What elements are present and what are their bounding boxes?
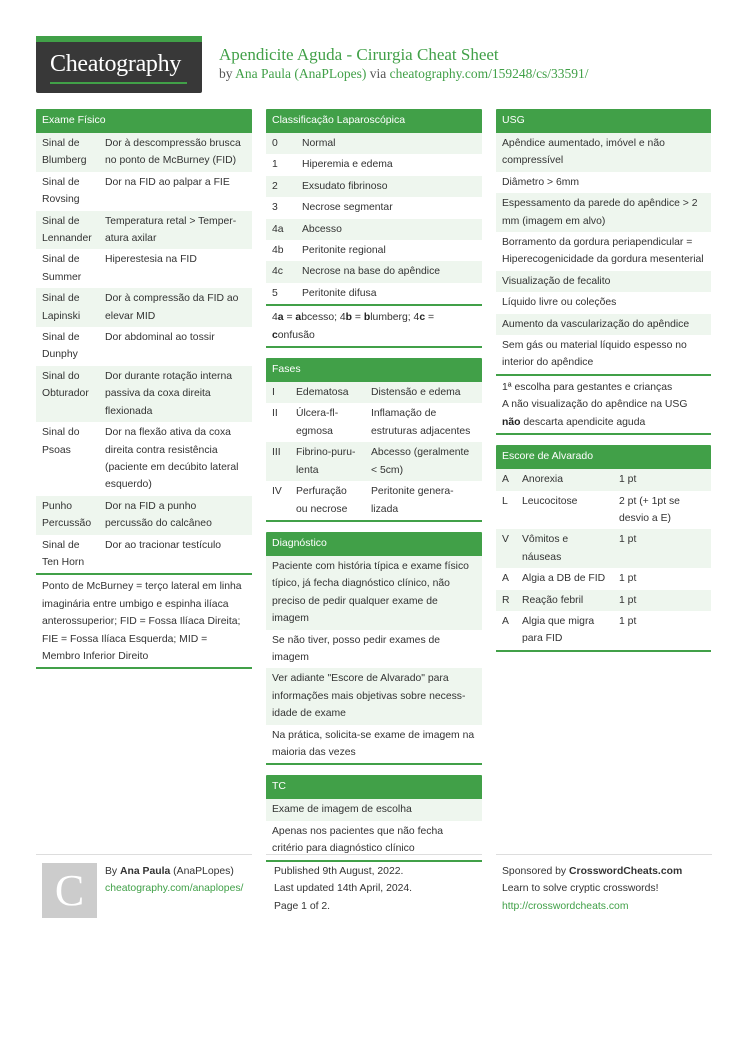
note-part: = xyxy=(283,312,296,324)
column-2 xyxy=(266,109,482,872)
footer-author-line xyxy=(105,863,252,880)
table-row xyxy=(36,211,252,250)
alvarado-item: Reação febril xyxy=(516,590,613,611)
sponsor-tagline: Learn to solve cryptic crosswords! xyxy=(502,883,659,895)
sign-desc: Temperatura retal > Temperatura axilar xyxy=(99,211,252,250)
list-item: Sem gás ou material líquido espesso no interior do apêndice xyxy=(496,335,711,374)
table-row xyxy=(496,491,711,530)
table-row xyxy=(266,403,482,442)
grade: 4b xyxy=(266,240,296,261)
sign-desc: Hiperestesia na FID xyxy=(99,249,252,288)
phase-name: Edematosa xyxy=(290,382,365,403)
logo-underline xyxy=(50,82,187,84)
section-title: Escore de Alvarado xyxy=(496,445,711,469)
alvarado-points: 1 pt xyxy=(613,590,711,611)
byline-by: by xyxy=(219,66,233,81)
footer-author-name: Ana Paula xyxy=(120,866,171,877)
sign-name: Sinal de Dunphy xyxy=(36,327,99,366)
grade-desc: Hiperemia e edema xyxy=(296,154,482,175)
sign-name: Sinal de Lapinski xyxy=(36,288,99,327)
footer-dates xyxy=(266,854,482,924)
usg-note-rest: descarta apendicite aguda xyxy=(520,416,646,428)
table-row xyxy=(266,382,482,403)
table-row xyxy=(266,240,482,261)
list-item: Ver adiante "Escore de Alvarado" para informações mais objetivas sobre necessidade de exame xyxy=(266,668,482,724)
phase-name: Perfuração ou necrose xyxy=(290,481,365,520)
alvarado-letter: V xyxy=(496,529,516,568)
sign-name: Sinal de Rovsing xyxy=(36,172,99,211)
sign-desc: Dor na flexão ativa da coxa direita contra resistência (paciente em decúbito lateral esquerdo) xyxy=(99,422,252,496)
table-row xyxy=(266,442,482,481)
list-item: Na prática, solicita-se exame de imagem na maioria das vezes xyxy=(266,725,482,764)
sponsor-prefix: Sponsored by xyxy=(502,866,567,877)
list-item: Paciente com história típica e exame físico típico, já fecha diagnóstico clínico, não preciso de pedir qualquer exame de imagem xyxy=(266,556,482,630)
grade-desc: Normal xyxy=(296,133,482,154)
phase-desc: Peritonite generalizada xyxy=(365,481,482,520)
page-title: Apendicite Aguda - Cirurgia Cheat Sheet xyxy=(219,45,499,64)
sign-name: Sinal de Ten Horn xyxy=(36,535,99,574)
byline-via: via xyxy=(369,66,387,81)
table-row xyxy=(496,611,711,650)
sign-name: Sinal de Lennander xyxy=(36,211,99,250)
sign-desc: Dor na FID a punho percussão do calcâneo xyxy=(99,496,252,535)
alvarado-points: 1 pt xyxy=(613,568,711,589)
note-bold: b xyxy=(363,312,371,324)
list-item: Apenas nos pacientes que não fecha critério para diagnóstico clínico xyxy=(266,821,482,860)
table-row xyxy=(36,249,252,288)
section-diagnostico xyxy=(266,532,482,765)
alvarado-letter: A xyxy=(496,611,516,650)
alvarado-letter: L xyxy=(496,491,516,530)
usg-note-bold: não xyxy=(502,416,521,428)
table-row xyxy=(496,529,711,568)
author-avatar[interactable]: C xyxy=(42,863,97,918)
list-item: Exame de imagem de escolha xyxy=(266,799,482,820)
section-title: Diagnóstico xyxy=(266,532,482,556)
note-part: 4 xyxy=(272,312,278,324)
table-row xyxy=(496,590,711,611)
sign-desc: Dor ao tracionar testículo xyxy=(99,535,252,574)
sign-name: Punho Percussão xyxy=(36,496,99,535)
classificacao-table xyxy=(266,133,482,304)
sponsor-link[interactable]: http://crosswordcheats.com xyxy=(502,900,629,912)
alvarado-letter: R xyxy=(496,590,516,611)
fases-table xyxy=(266,382,482,520)
note-bold: a xyxy=(295,312,302,324)
table-row xyxy=(36,496,252,535)
grade: 4c xyxy=(266,261,296,282)
grade-desc: Exsudato fibrinoso xyxy=(296,176,482,197)
grade: 3 xyxy=(266,197,296,218)
table-row xyxy=(36,288,252,327)
cheatography-logo[interactable] xyxy=(36,36,202,93)
note-bold: a xyxy=(277,312,284,324)
usg-note xyxy=(496,374,711,433)
sign-name: Sinal do Obturador xyxy=(36,366,99,422)
usg-list xyxy=(496,133,711,374)
classificacao-note xyxy=(266,304,482,346)
grade-desc: Necrose segmentar xyxy=(296,197,482,218)
footer-author-text xyxy=(105,863,252,898)
footer-by: By xyxy=(105,866,118,877)
table-row xyxy=(36,172,252,211)
section-title: Classificação Laparoscópica xyxy=(266,109,482,133)
alvarado-points: 1 pt xyxy=(613,529,711,568)
usg-note-line: 1ª escolha para gestantes e crianças xyxy=(502,381,673,393)
table-row xyxy=(36,422,252,496)
section-title: TC xyxy=(266,775,482,799)
usg-note-line: A não visualização do apêndice na USG xyxy=(502,399,688,411)
sign-desc: Dor à descompressão brusca no ponto de McBurney (FID) xyxy=(99,133,252,172)
table-row xyxy=(266,133,482,154)
note-part: = xyxy=(352,312,364,324)
section-classificacao xyxy=(266,109,482,348)
grade-desc: Peritonite regional xyxy=(296,240,482,261)
section-alvarado xyxy=(496,445,711,652)
sign-desc: Dor à compressão da FID ao elevar MID xyxy=(99,288,252,327)
grade-desc: Necrose na base do apêndice xyxy=(296,261,482,282)
note-bold: c xyxy=(419,312,426,324)
table-row xyxy=(266,261,482,282)
table-row xyxy=(266,481,482,520)
list-item: Líquido livre ou coleções xyxy=(496,292,711,313)
logo-accent-strip xyxy=(36,36,202,42)
phase-num: IV xyxy=(266,481,290,520)
page-number: Page 1 of 2. xyxy=(274,900,331,912)
table-row xyxy=(266,197,482,218)
phase-num: III xyxy=(266,442,290,481)
byline-url-link[interactable]: cheatography.com/159248/cs/33591/ xyxy=(389,66,589,81)
phase-desc: Abcesso (geralmente < 5cm) xyxy=(365,442,482,481)
sign-desc: Dor na FID ao palpar a FIE xyxy=(99,172,252,211)
list-item: Apêndice aumentado, imóvel e não compressível xyxy=(496,133,711,172)
sign-name: Sinal do Psoas xyxy=(36,422,99,496)
column-1 xyxy=(36,109,252,679)
alvarado-item: Leucocitose xyxy=(516,491,613,530)
footer-author xyxy=(36,854,252,924)
list-item: Se não tiver, posso pedir exames de imagem xyxy=(266,630,482,669)
table-row xyxy=(266,154,482,175)
grade: 2 xyxy=(266,176,296,197)
alvarado-item: Vômitos e náuseas xyxy=(516,529,613,568)
page-header xyxy=(36,36,712,94)
alvarado-table xyxy=(496,469,711,650)
alvarado-points: 1 pt xyxy=(613,611,711,650)
table-row xyxy=(496,568,711,589)
note-bold: b xyxy=(345,312,353,324)
table-row xyxy=(266,219,482,240)
alvarado-letter: A xyxy=(496,469,516,490)
phase-name: Fibrino-purulenta xyxy=(290,442,365,481)
alvarado-item: Algia que migra para FID xyxy=(516,611,613,650)
grade-desc: Abcesso xyxy=(296,219,482,240)
table-row xyxy=(36,327,252,366)
section-note: Ponto de McBurney = terço lateral em linha imaginária entre umbigo e espinha ilíaca anterossuperior; FID = Fossa Ilíaca Direita; FIE = Fossa Ilíaca Esquerda; MID = Membro Inferior Direito xyxy=(36,573,252,667)
table-row xyxy=(496,469,711,490)
page-footer xyxy=(36,854,712,924)
table-row xyxy=(266,176,482,197)
phase-name: Úlcera-flegmosa xyxy=(290,403,365,442)
section-title: Fases xyxy=(266,358,482,382)
list-item: Visualização de fecalito xyxy=(496,271,711,292)
sponsor-name[interactable]: CrosswordCheats.com xyxy=(569,866,683,877)
table-row xyxy=(36,366,252,422)
byline xyxy=(219,66,589,82)
alvarado-letter: A xyxy=(496,568,516,589)
grade: 1 xyxy=(266,154,296,175)
section-exame-fisico xyxy=(36,109,252,669)
phase-num: I xyxy=(266,382,290,403)
grade: 0 xyxy=(266,133,296,154)
byline-author-link[interactable]: Ana Paula (AnaPLopes) xyxy=(235,66,367,81)
section-usg xyxy=(496,109,711,435)
alvarado-points: 1 pt xyxy=(613,469,711,490)
table-row xyxy=(266,283,482,304)
published-date: Published 9th August, 2022. xyxy=(274,866,404,877)
note-part: = xyxy=(425,312,435,324)
tc-list xyxy=(266,799,482,859)
list-item: Espessamento da parede do apêndice > 2 mm (imagem em alvo) xyxy=(496,193,711,232)
table-row xyxy=(36,133,252,172)
section-fases xyxy=(266,358,482,522)
alvarado-item: Anorexia xyxy=(516,469,613,490)
note-part: bcesso; 4 xyxy=(301,312,346,324)
alvarado-points: 2 pt (+ 1pt se desvio a E) xyxy=(613,491,711,530)
phase-desc: Inflamação de estruturas adjacentes xyxy=(365,403,482,442)
sign-name: Sinal de Blumberg xyxy=(36,133,99,172)
list-item: Borramento da gordura periapendicular = Hiperecogenicidade da gordura mesenterial xyxy=(496,232,711,271)
section-tc xyxy=(266,775,482,861)
sponsor-line xyxy=(502,863,712,880)
column-3 xyxy=(496,109,711,662)
alvarado-item: Algia a DB de FID xyxy=(516,568,613,589)
diagnostico-list xyxy=(266,556,482,763)
exame-fisico-table xyxy=(36,133,252,573)
updated-date: Last updated 14th April, 2024. xyxy=(274,883,413,895)
footer-sponsor xyxy=(496,854,712,924)
usg-note-line xyxy=(502,414,705,431)
sign-name: Sinal de Summer xyxy=(36,249,99,288)
sign-desc: Dor durante rotação interna passiva da coxa direita flexionada xyxy=(99,366,252,422)
sign-desc: Dor abdominal ao tossir xyxy=(99,327,252,366)
table-row xyxy=(36,535,252,574)
grade: 5 xyxy=(266,283,296,304)
section-title: Exame Físico xyxy=(36,109,252,133)
grade: 4a xyxy=(266,219,296,240)
logo-text: Cheatography xyxy=(50,51,182,77)
note-part: onfusão xyxy=(277,329,315,341)
note-bold: c xyxy=(272,329,278,341)
section-title: USG xyxy=(496,109,711,133)
phase-desc: Distensão e edema xyxy=(365,382,482,403)
footer-author-handle: (AnaPLopes) xyxy=(173,866,234,877)
list-item: Aumento da vascularização do apêndice xyxy=(496,314,711,335)
list-item: Diâmetro > 6mm xyxy=(496,172,711,193)
footer-author-link[interactable]: cheatography.com/anaplopes/ xyxy=(105,883,244,895)
phase-num: II xyxy=(266,403,290,442)
grade-desc: Peritonite difusa xyxy=(296,283,482,304)
note-part: lumberg; 4 xyxy=(370,312,420,324)
